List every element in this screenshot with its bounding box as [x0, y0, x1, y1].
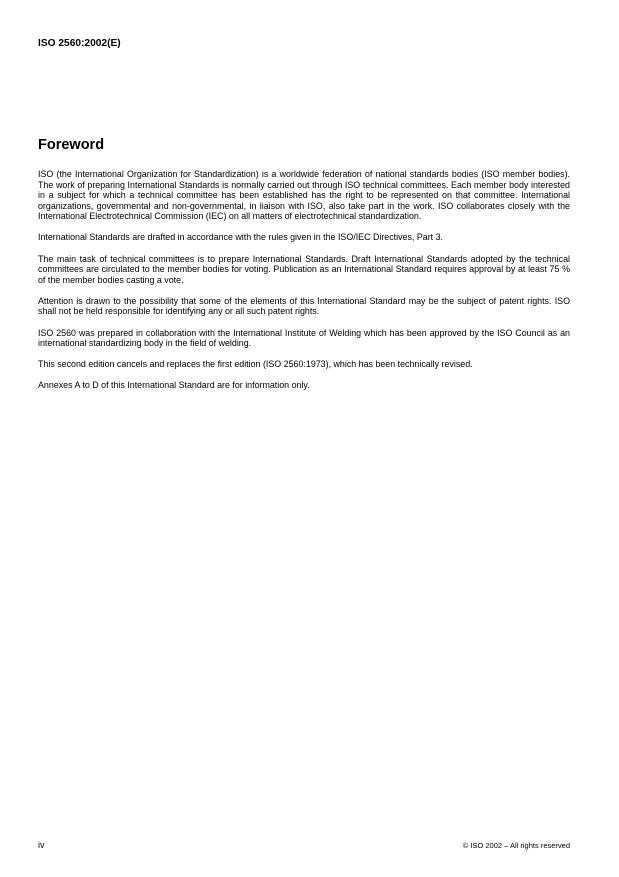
document-id-header: ISO 2560:2002(E) — [38, 38, 121, 49]
paragraph-edition: This second edition cancels and replaces the first edition (ISO 2560:1973), which has been technically revised. — [38, 359, 473, 370]
foreword-body — [38, 169, 570, 401]
paragraph-annexes: Annexes A to D of this International Standard are for information only. — [38, 380, 310, 391]
paragraph-iso-organization: ISO (the International Organization for Standardization) is a worldwide federation of national standards bodies (ISO member bodies). The work of preparing International Standards is normally carried out through ISO technical committees. Each member body interested in a subject for which a technical committee has been established has the right to be represented on that committee. International organizations, governmental and non-governmental, in liaison with ISO, also take part in the work. ISO collaborates closely with the International Electrotechnical Commission (IEC) on all matters of electrotechnical standardization. — [38, 169, 570, 222]
copyright-notice: © ISO 2002 – All rights reserved — [462, 841, 570, 850]
paragraph-technical-committees: The main task of technical committees is to prepare International Standards. Draft International Standards adopted by the technical committees are circulated to the member bodies for voting. Publication as an International Standard requires approval by at least 75 % of the member bodies casting a vote. — [38, 253, 570, 285]
paragraph-preparation: ISO 2560 was prepared in collaboration with the International Institute of Welding which has been approved by the ISO Council as an international standardizing body in the field of welding. — [38, 327, 570, 349]
page-number: iv — [38, 840, 45, 850]
section-title: Foreword — [38, 137, 105, 153]
paragraph-patent-rights: Attention is drawn to the possibility that some of the elements of this International Standard may be the subject of patent rights. ISO shall not be held responsible for identifying any or all such patent rights. — [38, 295, 570, 317]
paragraph-drafting-rules: International Standards are drafted in accordance with the rules given in the ISO/IEC Directives, Part 3. — [38, 232, 444, 243]
